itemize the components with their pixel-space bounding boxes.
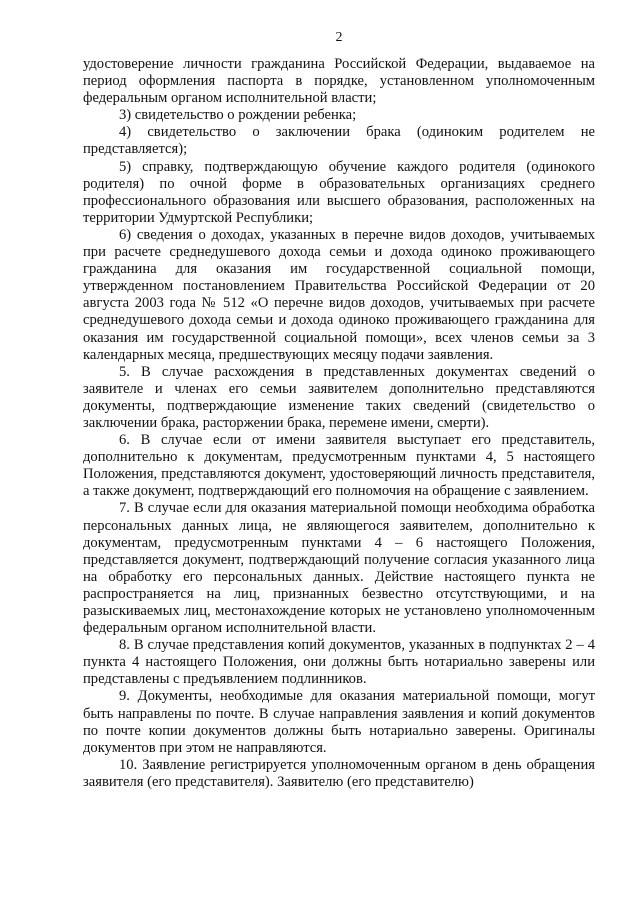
paragraph-item-5: 5) справку, подтверждающую обучение каждого родителя (одинокого родителя) по очной форме в образовательных организациях среднего профессионального образования или высшего образования, расположенных на территории Удмуртской Республики; — [83, 158, 595, 226]
paragraph-clause-7: 7. В случае если для оказания материальной помощи необходима обработка персональных данных лица, не являющегося заявителем, дополнительно к документам, предусмотренным пунктами 4 – 6 настоящего Положения, представляется документ, подтверждающий получение согласия указанного лица на обработку его персональных данных. Действие настоящего пункта не распространяется на лиц, признанных безвестно отсутствующими, и на разыскиваемых лиц, местонахождение которых не установлено уполномоченным федеральным органом исполнительной власти. — [83, 500, 595, 637]
paragraph-clause-10: 10. Заявление регистрируется уполномоченным органом в день обращения заявителя (его представителя). Заявителю (его представителю) — [83, 756, 595, 790]
page-number: 2 — [335, 30, 343, 45]
paragraph-clause-5: 5. В случае расхождения в представленных документах сведений о заявителе и членах его семьи заявителем дополнительно представляются документы, подтверждающие изменение таких сведений (свидетельство о заключении брака, расторжении брака, перемене имени, смерти). — [83, 363, 595, 431]
paragraph-clause-6: 6. В случае если от имени заявителя выступает его представитель, дополнительно к документам, предусмотренным пунктами 4, 5 настоящего Положения, представляются документ, удостоверяющий личность представителя, а также документ, подтверждающий его полномочия на обращение с заявлением. — [83, 432, 595, 500]
paragraph-item-3: 3) свидетельство о рождении ребенка; — [119, 107, 357, 124]
paragraph-clause-9: 9. Документы, необходимые для оказания материальной помощи, могут быть направлены по почте. В случае направления заявления и копий документов по почте копии документов должны быть нотариально заверены. Оригиналы документов при этом не направляются. — [83, 688, 595, 756]
paragraph-item-4: 4) свидетельство о заключении брака (одиноким родителем не представляется); — [83, 124, 595, 158]
paragraph-item-6: 6) сведения о доходах, указанных в перечне видов доходов, учитываемых при расчете среднедушевого дохода семьи и дохода одиноко проживающего гражданина для оказания им государственной социальной помощи, утвержденном постановлением Правительства Российской Федерации от 20 августа 2003 года № 512 «О перечне видов доходов, учитываемых при расчете среднедушевого дохода семьи и дохода одиноко проживающего гражданина для оказания им государственной социальной помощи», всех членов семьи за 3 календарных месяца, предшествующих месяцу подачи заявления. — [83, 226, 595, 363]
paragraph-continuation: удостоверение личности гражданина Российской Федерации, выдаваемое на период оформления паспорта в порядке, установленном уполномоченным федеральным органом исполнительной власти; — [83, 56, 595, 107]
document-body — [83, 56, 595, 791]
paragraph-clause-8: 8. В случае представления копий документов, указанных в подпунктах 2 – 4 пункта 4 настоящего Положения, они должны быть нотариально заверены или представлены с предъявлением подлинников. — [83, 637, 595, 688]
